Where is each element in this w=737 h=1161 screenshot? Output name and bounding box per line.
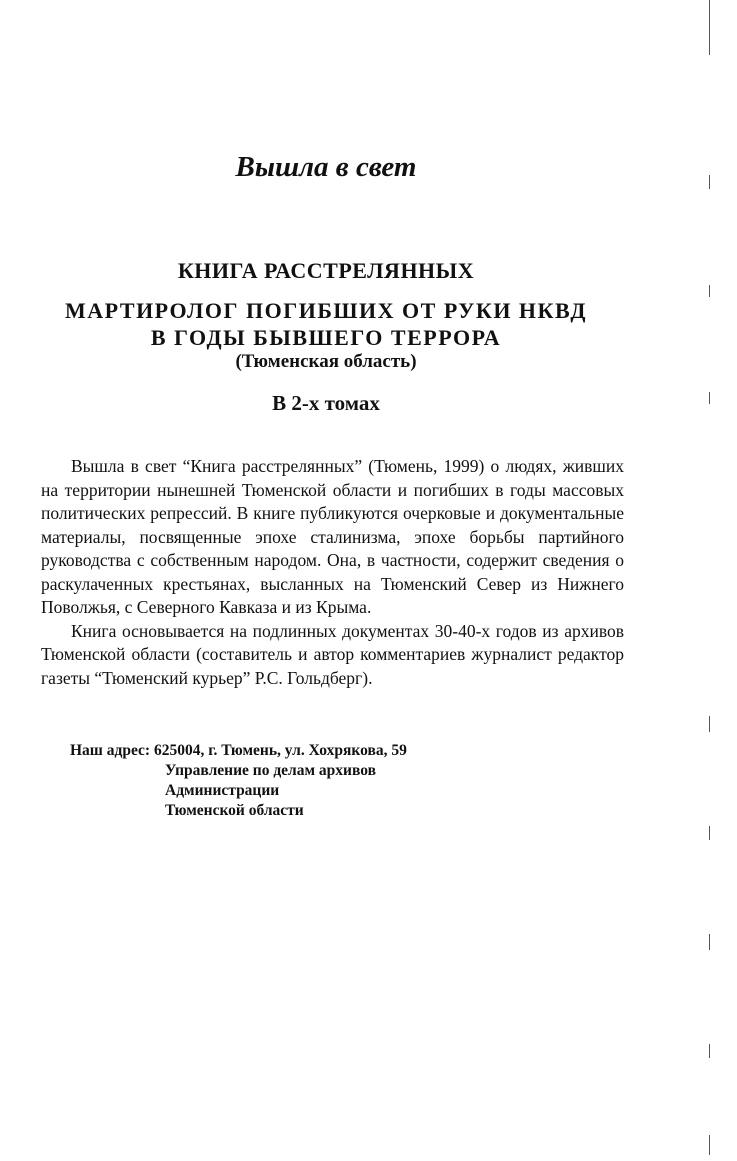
body-text — [41, 455, 624, 690]
scan-edge-mark — [709, 716, 710, 732]
book-subtitle-line-2: В ГОДЫ БЫВШЕГО ТЕРРОРА — [150, 325, 502, 350]
address-line-3: Администрации — [165, 782, 280, 799]
scan-edge-mark — [709, 285, 710, 297]
address-block — [70, 741, 407, 821]
scan-edge-mark — [709, 0, 710, 55]
announcement-heading: Вышла в свет — [235, 151, 417, 183]
scan-edge-mark — [709, 1044, 710, 1058]
address-line-4: Тюменской области — [165, 802, 304, 819]
address-line-2: Управление по делам архивов — [165, 762, 376, 779]
scan-edge-mark — [709, 175, 710, 189]
address-line-1: Наш адрес: 625004, г. Тюмень, ул. Хохрякова, 59 — [70, 742, 407, 759]
scan-edge-mark — [709, 826, 710, 840]
scan-edge-mark — [709, 934, 710, 950]
book-subtitle — [0, 297, 652, 351]
book-title: КНИГА РАССТРЕЛЯННЫХ — [177, 258, 475, 283]
book-subtitle-line-1: МАРТИРОЛОГ ПОГИБШИХ ОТ РУКИ НКВД — [65, 298, 587, 323]
body-paragraph-2: Книга основывается на подлинных документах 30-40-х годов из архивов Тюменской области (составитель и автор комментариев журналист редактор газеты “Тюменский курьер” Р.С. Гольдберг). — [41, 620, 624, 688]
book-region: (Тюменская область) — [235, 351, 417, 372]
body-paragraph-1: Вышла в свет “Книга расстрелянных” (Тюмень, 1999) о людях, живших на территории нынешней Тюменской области и погибших в годы массовых политических репрессий. В книге публикуются очерковые и документальные материалы, посвященные эпохе сталинизма, эпохе борьбы партийного руководства с собственным народом. Она, в частности, содержит сведения о раскулаченных крестьянах, высланных на Тюменский Север из Нижнего Поволжья, с Северного Кавказа и из Крыма. — [41, 456, 624, 617]
scan-edge-mark — [709, 392, 710, 404]
scan-edge-mark — [709, 1135, 710, 1155]
book-volumes: В 2-х томах — [272, 391, 380, 415]
